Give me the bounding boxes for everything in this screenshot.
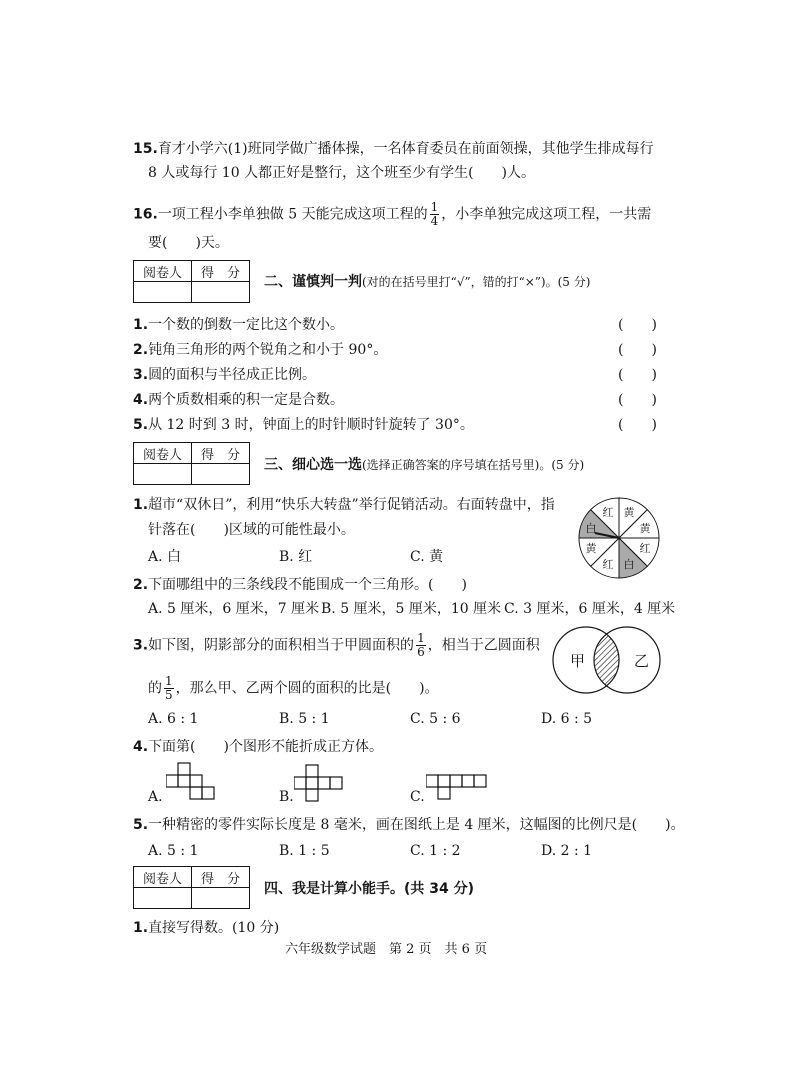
reviewer-cell[interactable]: [134, 888, 192, 909]
option-c[interactable]: C.: [410, 789, 425, 805]
calc-q1: 1.直接写得数。(10 分): [133, 920, 280, 936]
cube-net-a: [166, 762, 218, 802]
option-b[interactable]: B. 5 : 1: [279, 711, 330, 727]
venn-diagram: [548, 622, 664, 698]
score-cell[interactable]: [192, 282, 250, 303]
option-c[interactable]: C. 5 : 6: [410, 711, 461, 727]
wheel-label: 红: [602, 558, 614, 571]
question-16-line2: 要( )天。: [148, 235, 229, 251]
judge-item: 4.两个质数相乘的积一定是合数。: [133, 392, 345, 408]
wheel-label: 黄: [585, 542, 597, 555]
choice-q1-line2: 针落在( )区域的可能性最小。: [148, 522, 355, 538]
circle-b-label: 乙: [634, 652, 650, 670]
option-c[interactable]: C. 1 : 2: [410, 843, 461, 859]
reviewer-label: 阅卷人: [134, 443, 192, 464]
judge-item: 2.钝角三角形的两个锐角之和小于 90°。: [133, 342, 388, 358]
choice-q3-line2: 的 $\frac{1}{5}$ ，那么甲、乙两个圆的面积的比是( )。: [148, 674, 439, 702]
question-number: 15.: [133, 141, 158, 157]
choice-q1-line1: 1.超市“双休日”，利用“快乐大转盘”举行促销活动。右面转盘中，指: [133, 497, 555, 513]
wheel-label: 白: [623, 558, 635, 571]
option-a[interactable]: A. 白: [148, 549, 182, 565]
cube-net-b: [294, 764, 346, 804]
answer-paren[interactable]: ( ): [618, 392, 657, 408]
option-b[interactable]: B. 红: [279, 549, 313, 565]
question-number: 16.: [133, 206, 158, 223]
option-a[interactable]: A. 5 厘米，6 厘米，7 厘米: [148, 601, 320, 617]
section-2-heading: [264, 273, 590, 291]
judge-item: 5.从 12 时到 3 时，钟面上的时针顺时针旋转了 30°。: [133, 417, 474, 433]
option-a[interactable]: A.: [148, 789, 163, 805]
reviewer-cell[interactable]: [134, 464, 192, 485]
question-text: ，小李单独完成这项工程，一共需: [441, 206, 652, 223]
section-4-heading: 四、我是计算小能手。(共 34 分): [264, 881, 475, 897]
score-label: 得 分: [192, 443, 250, 464]
fraction-one-sixth: $\frac{1}{6}$: [417, 631, 425, 659]
option-b[interactable]: B.: [279, 789, 294, 805]
grader-box: [133, 442, 250, 485]
answer-paren[interactable]: ( ): [618, 317, 657, 333]
wheel-label: 黄: [639, 522, 651, 535]
fraction-one-quarter: $\frac{1}{4}$: [430, 200, 439, 228]
answer-paren[interactable]: ( ): [618, 417, 657, 433]
wheel-label: 红: [602, 506, 614, 519]
question-text: 育才小学六(1)班同学做广播体操，一名体育委员在前面领操，其他学生排成每行: [157, 141, 654, 157]
score-cell[interactable]: [192, 888, 250, 909]
question-15-line1: [133, 140, 654, 158]
choice-q2: 2.下面哪组中的三条线段不能围成一个三角形。( ): [133, 577, 467, 593]
grader-box: [133, 866, 250, 909]
cube-net-c: [426, 774, 490, 804]
option-a[interactable]: A. 6 : 1: [148, 711, 199, 727]
grader-box: [133, 260, 250, 303]
choice-q4: 4.下面第( )个图形不能折成正方体。: [133, 739, 383, 755]
reviewer-cell[interactable]: [134, 282, 192, 303]
wheel-label: 黄: [623, 506, 635, 519]
question-15-line2: 8 人或每行 10 人都正好是整行，这个班至少有学生( )人。: [148, 165, 535, 181]
reviewer-label: 阅卷人: [134, 261, 192, 282]
choice-q5: 5.一种精密的零件实际长度是 8 毫米，画在图纸上是 4 厘米，这幅图的比例尺是( )。: [133, 817, 685, 833]
option-c[interactable]: C. 3 厘米，6 厘米，4 厘米: [504, 601, 676, 617]
option-b[interactable]: B. 1 : 5: [279, 843, 330, 859]
section-note: (对的在括号里打“√”，错的打“×”)。(5 分): [362, 275, 591, 289]
wheel-label: 白: [585, 522, 597, 535]
section-title: 三、细心选一选: [264, 457, 362, 473]
answer-paren[interactable]: ( ): [618, 367, 657, 383]
section-title: 二、谨慎判一判: [264, 274, 362, 290]
judge-item: 1.一个数的倒数一定比这个数小。: [133, 317, 345, 333]
section-3-heading: [264, 456, 584, 474]
option-b[interactable]: B. 5 厘米，5 厘米，10 厘米: [321, 601, 502, 617]
fraction-one-fifth: $\frac{1}{5}$: [165, 674, 173, 702]
question-text: 一项工程小李单独做 5 天能完成这项工程的: [157, 206, 428, 223]
section-note: (选择正确答案的序号填在括号里)。(5 分): [362, 458, 585, 472]
wheel-label: 红: [639, 542, 651, 555]
score-cell[interactable]: [192, 464, 250, 485]
spinner-wheel: [573, 496, 665, 580]
page-footer: 六年级数学试题 第 2 页 共 6 页: [285, 942, 488, 957]
circle-a-label: 甲: [570, 652, 586, 670]
score-label: 得 分: [192, 867, 250, 888]
option-d[interactable]: D. 6 : 5: [541, 711, 593, 727]
option-d[interactable]: D. 2 : 1: [541, 843, 593, 859]
question-16-line1: [133, 201, 651, 228]
choice-q3-line1: 3.如下图，阴影部分的面积相当于甲圆面积的 $\frac{1}{6}$ ，相当于乙圆面积: [133, 631, 540, 659]
score-label: 得 分: [192, 261, 250, 282]
judge-item: 3.圆的面积与半径成正比例。: [133, 367, 317, 383]
option-a[interactable]: A. 5 : 1: [148, 843, 199, 859]
answer-paren[interactable]: ( ): [618, 342, 657, 358]
option-c[interactable]: C. 黄: [410, 549, 444, 565]
reviewer-label: 阅卷人: [134, 867, 192, 888]
